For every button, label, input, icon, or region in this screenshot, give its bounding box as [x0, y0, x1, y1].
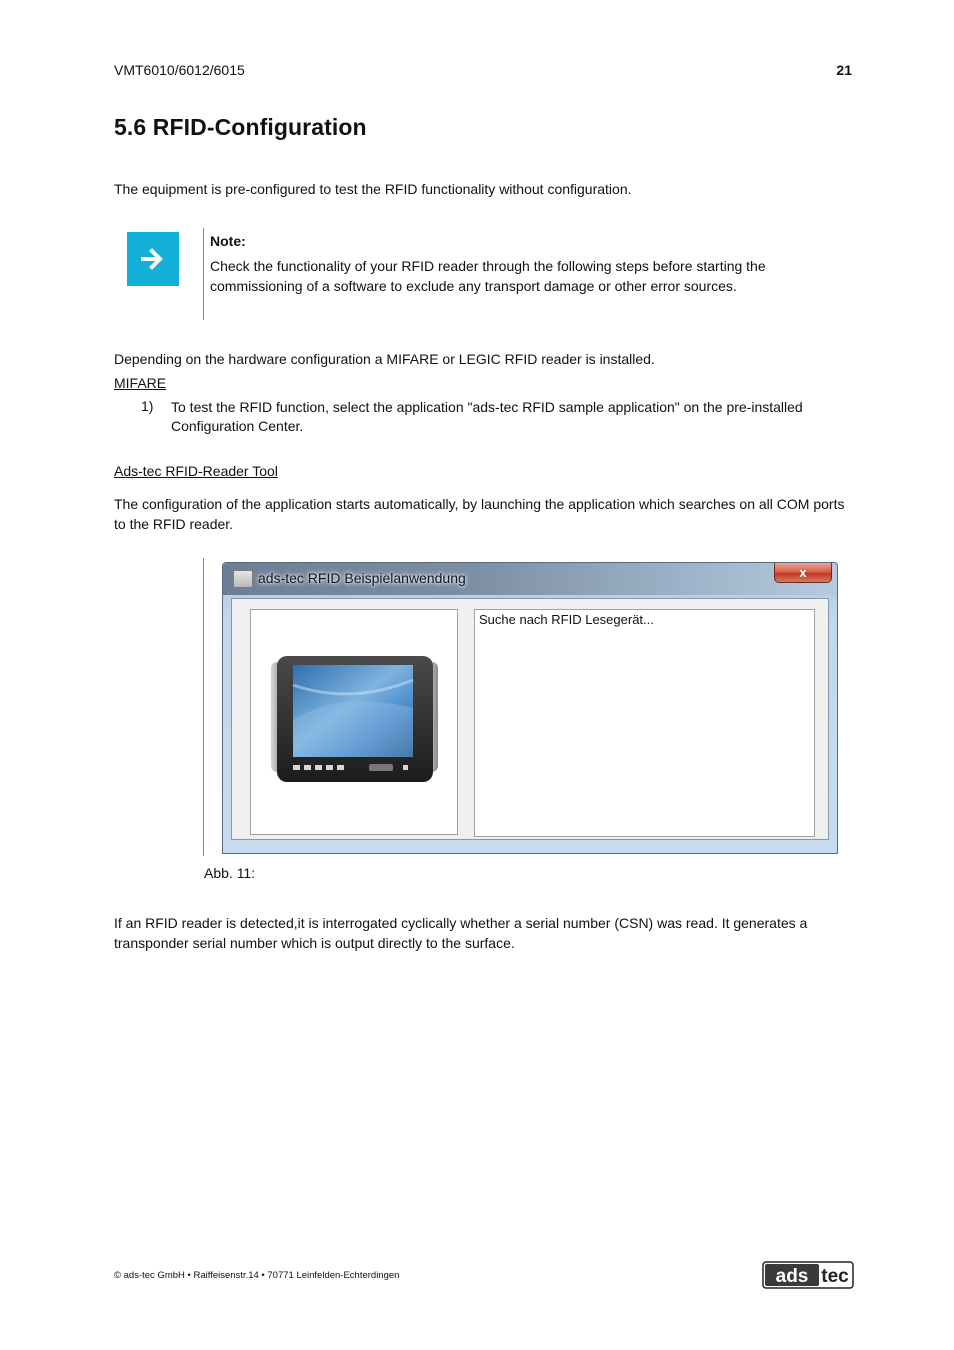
svg-text:ads: ads — [775, 1266, 809, 1287]
mifare-heading: MIFARE — [114, 375, 167, 391]
figure-divider — [203, 558, 204, 856]
intro-paragraph: The equipment is pre-configured to test the RFID functionality without configuration. — [114, 181, 632, 197]
detected-paragraph: If an RFID reader is detected,it is interrogated cyclically whether a serial number (CSN) was read. It generates a transponder serial number which is output directly to the surface. — [114, 915, 808, 951]
footer-address: © ads-tec GmbH • Raiffeisenstr.14 • 70771 Leinfelden-Echterdingen — [114, 1270, 400, 1281]
status-text: Suche nach RFID Lesegerät... — [479, 612, 654, 627]
figure-caption: Abb. 11: — [204, 865, 256, 881]
window-title: ads-tec RFID Beispielanwendung — [258, 570, 466, 586]
status-output-box[interactable] — [474, 609, 815, 837]
note-body: Check the functionality of your RFID reader through the following steps before starting the commissioning of a software to exclude any transport damage or other error sources. — [210, 258, 766, 294]
hardware-paragraph: Depending on the hardware configuration a MIFARE or LEGIC RFID reader is installed. — [114, 351, 655, 367]
step-number: 1) — [141, 398, 154, 414]
document-model: VMT6010/6012/6015 — [114, 62, 245, 78]
device-image-panel — [250, 609, 458, 835]
rfid-sample-window — [222, 562, 838, 854]
section-title: 5.6 RFID-Configuration — [114, 114, 367, 140]
arrow-right-icon — [127, 232, 179, 286]
page-number: 21 — [836, 62, 852, 78]
step-text: To test the RFID function, select the application "ads-tec RFID sample application" on the pre-installed Configuration Center. — [171, 399, 803, 434]
note-divider — [203, 228, 204, 320]
tablet-device-icon — [251, 610, 457, 834]
window-titlebar[interactable] — [223, 563, 837, 595]
ads-tec-logo — [762, 1261, 854, 1292]
note-title: Note: — [210, 233, 246, 249]
app-icon — [233, 570, 253, 588]
tool-heading: Ads-tec RFID-Reader Tool — [114, 463, 278, 479]
svg-text:tec: tec — [821, 1266, 849, 1287]
close-button[interactable]: x — [774, 563, 832, 583]
tool-paragraph: The configuration of the application starts automatically, by launching the application which searches on all COM ports to the RFID reader. — [114, 496, 845, 532]
window-client-area — [231, 598, 829, 840]
